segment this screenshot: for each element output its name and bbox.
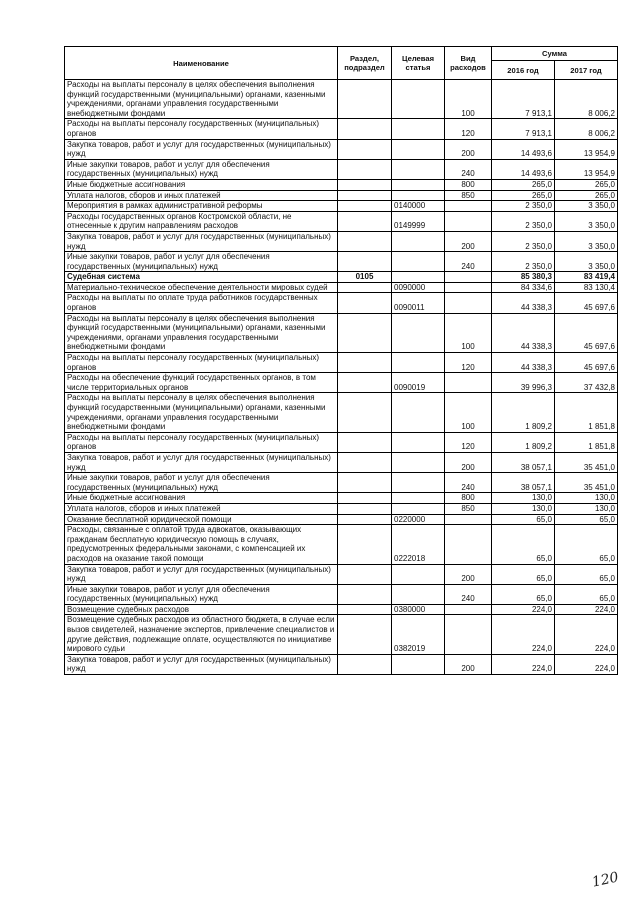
cell-section (338, 373, 392, 393)
cell-sum-2016: 265,0 (492, 179, 555, 190)
cell-name: Закупка товаров, работ и услуг для государственных (муниципальных) нужд (65, 654, 338, 674)
cell-sum-2016: 85 380,3 (492, 272, 555, 283)
cell-section (338, 615, 392, 654)
cell-name: Возмещение судебных расходов (65, 604, 338, 615)
cell-kind (445, 604, 492, 615)
cell-section (338, 393, 392, 432)
cell-kind (445, 211, 492, 231)
cell-section (338, 119, 392, 139)
cell-section (338, 293, 392, 313)
table-row (65, 190, 618, 201)
cell-name: Материально-техническое обеспечение деятельности мировых судей (65, 282, 338, 293)
header-section: Раздел, подраздел (338, 47, 392, 80)
cell-kind: 120 (445, 353, 492, 373)
cell-kind: 800 (445, 493, 492, 504)
cell-target (392, 272, 445, 283)
table-row (65, 584, 618, 604)
table-row (65, 373, 618, 393)
cell-name: Расходы, связанные с оплатой труда адвокатов, оказывающих гражданам бесплатную юридическую помощь в случаях, предусмотренных федеральными законами, с компенсацией их расходов на оказание такой помощи (65, 525, 338, 564)
cell-sum-2017: 45 697,6 (555, 293, 618, 313)
table-row (65, 503, 618, 514)
table-row (65, 231, 618, 251)
cell-target: 0090019 (392, 373, 445, 393)
cell-name: Закупка товаров, работ и услуг для государственных (муниципальных) нужд (65, 452, 338, 472)
cell-section (338, 80, 392, 119)
cell-sum-2016: 265,0 (492, 190, 555, 201)
cell-kind (445, 373, 492, 393)
cell-kind: 240 (445, 473, 492, 493)
cell-sum-2017: 1 851,8 (555, 432, 618, 452)
cell-name: Закупка товаров, работ и услуг для государственных (муниципальных) нужд (65, 231, 338, 251)
cell-section (338, 252, 392, 272)
table-row (65, 282, 618, 293)
cell-target (392, 654, 445, 674)
cell-target: 0380000 (392, 604, 445, 615)
cell-sum-2017: 65,0 (555, 514, 618, 525)
header-year-2016: 2016 год (492, 61, 555, 80)
cell-name: Расходы на выплаты персоналу государственных (муниципальных) органов (65, 353, 338, 373)
cell-kind: 800 (445, 179, 492, 190)
header-year-2017: 2017 год (555, 61, 618, 80)
cell-kind: 100 (445, 313, 492, 352)
cell-target (392, 190, 445, 201)
cell-sum-2017: 65,0 (555, 564, 618, 584)
table-row (65, 201, 618, 212)
table-row (65, 119, 618, 139)
cell-sum-2016: 2 350,0 (492, 252, 555, 272)
cell-sum-2017: 83 419,4 (555, 272, 618, 283)
cell-name: Уплата налогов, сборов и иных платежей (65, 503, 338, 514)
cell-target (392, 231, 445, 251)
cell-kind: 120 (445, 432, 492, 452)
cell-sum-2017: 83 130,4 (555, 282, 618, 293)
cell-section (338, 201, 392, 212)
cell-sum-2017: 130,0 (555, 493, 618, 504)
cell-name: Возмещение судебных расходов из областного бюджета, в случае если вызов свидетелей, назначение экспертов, привлечение специалистов и другие действия, подлежащие оплате, осуществляются по инициативе мирового судьи (65, 615, 338, 654)
cell-section (338, 514, 392, 525)
cell-section (338, 564, 392, 584)
cell-sum-2017: 8 006,2 (555, 119, 618, 139)
cell-kind: 100 (445, 393, 492, 432)
cell-name: Закупка товаров, работ и услуг для государственных (муниципальных) нужд (65, 139, 338, 159)
cell-sum-2016: 44 338,3 (492, 353, 555, 373)
cell-name: Расходы на выплаты персоналу государственных (муниципальных) органов (65, 432, 338, 452)
cell-name: Иные бюджетные ассигнования (65, 179, 338, 190)
cell-target (392, 119, 445, 139)
cell-kind (445, 514, 492, 525)
cell-sum-2016: 1 809,2 (492, 432, 555, 452)
cell-target (392, 432, 445, 452)
cell-name: Судебная система (65, 272, 338, 283)
cell-target: 0140000 (392, 201, 445, 212)
cell-kind (445, 201, 492, 212)
table-row (65, 493, 618, 504)
cell-sum-2016: 224,0 (492, 604, 555, 615)
cell-kind: 240 (445, 252, 492, 272)
cell-section (338, 179, 392, 190)
cell-name: Оказание бесплатной юридической помощи (65, 514, 338, 525)
cell-target (392, 503, 445, 514)
cell-section (338, 139, 392, 159)
cell-name: Расходы на выплаты персоналу в целях обеспечения выполнения функций государственными (муниципальными) органами, казенными учреждениями, органами управления государственными внебюджетными фондами (65, 313, 338, 352)
header-sum: Сумма (492, 47, 618, 61)
table-row (65, 159, 618, 179)
cell-section (338, 473, 392, 493)
cell-target (392, 80, 445, 119)
cell-sum-2016: 65,0 (492, 514, 555, 525)
table-row (65, 393, 618, 432)
cell-target (392, 353, 445, 373)
cell-name: Расходы на выплаты персоналу в целях обеспечения выполнения функций государственными (муниципальными) органами, казенными учреждениями, органами управления государственными внебюджетными фондами (65, 80, 338, 119)
table-row (65, 139, 618, 159)
cell-kind: 850 (445, 503, 492, 514)
cell-target: 0222018 (392, 525, 445, 564)
cell-section (338, 231, 392, 251)
cell-name: Уплата налогов, сборов и иных платежей (65, 190, 338, 201)
cell-sum-2017: 45 697,6 (555, 313, 618, 352)
cell-section (338, 353, 392, 373)
cell-sum-2016: 65,0 (492, 584, 555, 604)
cell-section (338, 211, 392, 231)
budget-table (64, 46, 618, 675)
cell-kind: 200 (445, 231, 492, 251)
cell-name: Иные закупки товаров, работ и услуг для обеспечения государственных (муниципальных) нужд (65, 473, 338, 493)
cell-sum-2017: 8 006,2 (555, 80, 618, 119)
cell-sum-2017: 45 697,6 (555, 353, 618, 373)
cell-sum-2017: 3 350,0 (555, 231, 618, 251)
cell-kind: 200 (445, 564, 492, 584)
cell-sum-2017: 1 851,8 (555, 393, 618, 432)
cell-sum-2016: 2 350,0 (492, 211, 555, 231)
cell-name: Расходы на выплаты персоналу государственных (муниципальных) органов (65, 119, 338, 139)
table-row (65, 272, 618, 283)
table-row (65, 252, 618, 272)
table-row (65, 293, 618, 313)
cell-sum-2017: 13 954,9 (555, 159, 618, 179)
cell-sum-2016: 44 338,3 (492, 293, 555, 313)
cell-sum-2017: 3 350,0 (555, 252, 618, 272)
cell-section (338, 525, 392, 564)
cell-target (392, 564, 445, 584)
cell-sum-2016: 65,0 (492, 564, 555, 584)
table-row (65, 353, 618, 373)
cell-kind: 200 (445, 452, 492, 472)
cell-sum-2017: 3 350,0 (555, 201, 618, 212)
cell-kind: 240 (445, 584, 492, 604)
header-name: Наименование (65, 47, 338, 80)
table-row (65, 654, 618, 674)
table-row (65, 514, 618, 525)
cell-section (338, 493, 392, 504)
cell-sum-2017: 130,0 (555, 503, 618, 514)
cell-section (338, 190, 392, 201)
cell-target: 0149999 (392, 211, 445, 231)
cell-target (392, 584, 445, 604)
table-row (65, 525, 618, 564)
cell-target (392, 452, 445, 472)
cell-section (338, 313, 392, 352)
cell-sum-2017: 224,0 (555, 604, 618, 615)
cell-kind (445, 272, 492, 283)
cell-sum-2016: 39 996,3 (492, 373, 555, 393)
cell-target (392, 493, 445, 504)
cell-section: 0105 (338, 272, 392, 283)
cell-kind: 240 (445, 159, 492, 179)
cell-kind: 200 (445, 654, 492, 674)
cell-kind (445, 282, 492, 293)
cell-sum-2016: 2 350,0 (492, 201, 555, 212)
cell-sum-2017: 13 954,9 (555, 139, 618, 159)
cell-sum-2016: 7 913,1 (492, 119, 555, 139)
cell-name: Иные закупки товаров, работ и услуг для обеспечения государственных (муниципальных) нужд (65, 252, 338, 272)
cell-sum-2016: 224,0 (492, 654, 555, 674)
cell-section (338, 584, 392, 604)
cell-kind: 850 (445, 190, 492, 201)
cell-sum-2017: 265,0 (555, 179, 618, 190)
cell-name: Расходы на выплаты персоналу в целях обеспечения выполнения функций государственными (муниципальными) органами, казенными учреждениями, органами управления государственными внебюджетными фондами (65, 393, 338, 432)
table-row (65, 211, 618, 231)
table-row (65, 452, 618, 472)
cell-section (338, 604, 392, 615)
cell-target (392, 393, 445, 432)
cell-sum-2017: 65,0 (555, 584, 618, 604)
cell-kind: 100 (445, 80, 492, 119)
cell-target (392, 179, 445, 190)
cell-sum-2017: 224,0 (555, 615, 618, 654)
table-row (65, 473, 618, 493)
table-body (65, 80, 618, 675)
cell-kind (445, 293, 492, 313)
cell-kind (445, 615, 492, 654)
cell-section (338, 282, 392, 293)
cell-section (338, 432, 392, 452)
cell-sum-2016: 130,0 (492, 493, 555, 504)
table-row (65, 604, 618, 615)
cell-name: Расходы государственных органов Костромской области, не отнесенные к другим направлениям расходов (65, 211, 338, 231)
table-row (65, 564, 618, 584)
cell-sum-2017: 265,0 (555, 190, 618, 201)
cell-target (392, 139, 445, 159)
cell-sum-2017: 35 451,0 (555, 452, 618, 472)
cell-target: 0090000 (392, 282, 445, 293)
cell-kind: 120 (445, 119, 492, 139)
cell-sum-2016: 38 057,1 (492, 452, 555, 472)
cell-section (338, 452, 392, 472)
cell-sum-2016: 2 350,0 (492, 231, 555, 251)
cell-sum-2016: 7 913,1 (492, 80, 555, 119)
cell-target (392, 159, 445, 179)
table-row (65, 179, 618, 190)
document-sheet (64, 46, 617, 675)
table-row (65, 615, 618, 654)
cell-kind: 200 (445, 139, 492, 159)
cell-sum-2016: 65,0 (492, 525, 555, 564)
cell-section (338, 654, 392, 674)
cell-sum-2016: 224,0 (492, 615, 555, 654)
cell-sum-2017: 224,0 (555, 654, 618, 674)
cell-name: Иные закупки товаров, работ и услуг для обеспечения государственных (муниципальных) нужд (65, 584, 338, 604)
header-target: Целевая статья (392, 47, 445, 80)
cell-target (392, 252, 445, 272)
cell-sum-2016: 44 338,3 (492, 313, 555, 352)
cell-section (338, 159, 392, 179)
cell-target (392, 313, 445, 352)
cell-sum-2016: 130,0 (492, 503, 555, 514)
cell-sum-2017: 37 432,8 (555, 373, 618, 393)
cell-sum-2016: 1 809,2 (492, 393, 555, 432)
cell-sum-2016: 38 057,1 (492, 473, 555, 493)
cell-sum-2016: 14 493,6 (492, 159, 555, 179)
page-number: 120 (590, 869, 621, 891)
cell-sum-2016: 84 334,6 (492, 282, 555, 293)
cell-name: Расходы на выплаты по оплате труда работников государственных органов (65, 293, 338, 313)
cell-sum-2017: 35 451,0 (555, 473, 618, 493)
table-row (65, 313, 618, 352)
cell-name: Закупка товаров, работ и услуг для государственных (муниципальных) нужд (65, 564, 338, 584)
cell-sum-2016: 14 493,6 (492, 139, 555, 159)
table-row (65, 432, 618, 452)
cell-name: Расходы на обеспечение функций государственных органов, в том числе территориальных органов (65, 373, 338, 393)
table-row (65, 80, 618, 119)
header-kind: Вид расходов (445, 47, 492, 80)
cell-target: 0090011 (392, 293, 445, 313)
cell-name: Иные бюджетные ассигнования (65, 493, 338, 504)
cell-section (338, 503, 392, 514)
table-header (65, 47, 618, 80)
cell-sum-2017: 3 350,0 (555, 211, 618, 231)
cell-name: Мероприятия в рамках административной реформы (65, 201, 338, 212)
cell-target: 0220000 (392, 514, 445, 525)
cell-name: Иные закупки товаров, работ и услуг для обеспечения государственных (муниципальных) нужд (65, 159, 338, 179)
cell-kind (445, 525, 492, 564)
cell-target: 0382019 (392, 615, 445, 654)
cell-target (392, 473, 445, 493)
cell-sum-2017: 65,0 (555, 525, 618, 564)
